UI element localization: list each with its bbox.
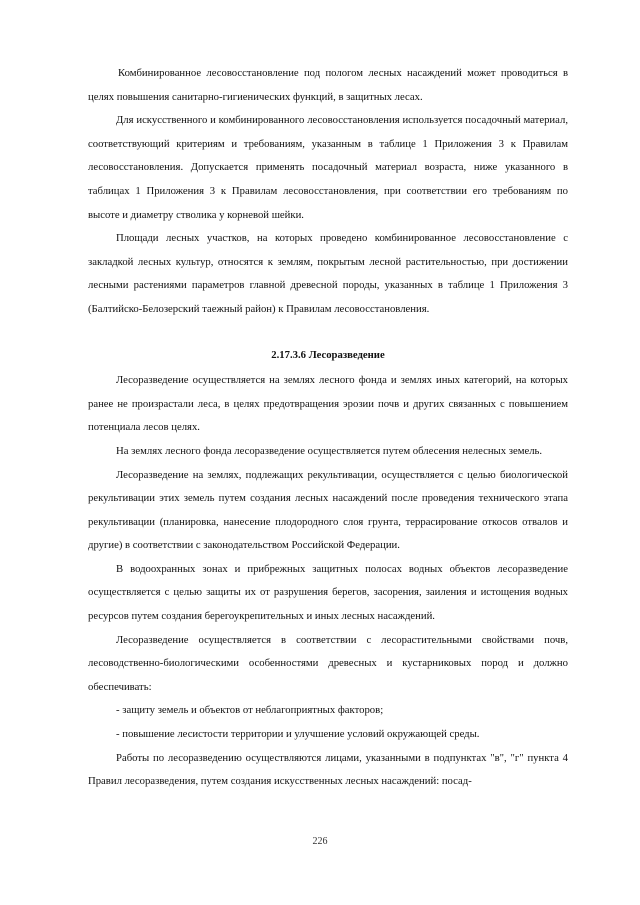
- list-item: - повышение лесистости территории и улучшение условий окружающей среды.: [116, 728, 480, 741]
- page-body: [88, 62, 568, 794]
- paragraph-forest-plots: Площади лесных участков, на которых проведено комбинированное лесовосстановление с закладкой лесных культур, относятся к землям, покрытым лесной растительностью, при достижении лесными растениями параметров главной древесной породы, указанных в таблице 1 Приложения 3 (Балтийско-Белозерский таежный район) к Правилам лесовосстановления.: [88, 232, 568, 315]
- paragraph-forest-fund-lands: На землях лесного фонда лесоразведение осуществляется путем облесения нелесных земель.: [116, 444, 543, 457]
- paragraph-recultivation: Лесоразведение на землях, подлежащих рекультивации, осуществляется с целью биологической рекультивации этих земель путем создания лесных насаждений после проведения технического этапа рекультивации (планировка, нанесение плодородного слоя грунта, террасирование откосов отвалов и другие) в соответствии с законодательством Российской Федерации.: [88, 468, 568, 552]
- paragraph-afforestation-definition: Лесоразведение осуществляется на землях лесного фонда и землях иных категорий, на которых ранее не произрастали леса, в целях предотвращения эрозии почв и других связанных с повышением потенциала лесов целях.: [88, 374, 568, 434]
- paragraph-combined-reforestation: Комбинированное лесовосстановление под пологом лесных насаждений может проводиться в целях повышения санитарно-гигиенических функций, в защитных лесах.: [88, 67, 568, 103]
- paragraph-planting-material: Для искусственного и комбинированного лесовосстановления используется посадочный материал, соответствующий критериям и требованиям, указанным в таблице 1 Приложения 3 к Правилам лесовосстановления. Допускается применять посадочный материал возраста, ниже указанного в таблицах 1 Приложения 3 к Правилам лесовосстановления, при соответствии его требованиям по высоте и диаметру стволика у корневой шейки.: [88, 114, 568, 221]
- section-heading: 2.17.3.6 Лесоразведение: [271, 348, 385, 361]
- paragraph-soil-properties: Лесоразведение осуществляется в соответствии с лесорастительными свойствами почв, лесоводственно-биологическими особенностями древесных и кустарниковых пород и должно обеспечивать:: [88, 633, 568, 693]
- list-item: - защиту земель и объектов от неблагоприятных факторов;: [116, 704, 384, 717]
- paragraph-afforestation-works: Работы по лесоразведению осуществляются лицами, указанными в подпунктах "в", "г" пункта 4 Правил лесоразведения, путем создания искусственных лесных насаждений: посад-: [88, 751, 568, 788]
- page-number: 226: [312, 836, 328, 847]
- paragraph-water-protection: В водоохранных зонах и прибрежных защитных полосах водных объектов лесоразведение осуществляется с целью защиты их от разрушения берегов, засорения, заиления и истощения водных ресурсов путем создания берегоукрепительных и иных лесных насаждений.: [88, 562, 568, 623]
